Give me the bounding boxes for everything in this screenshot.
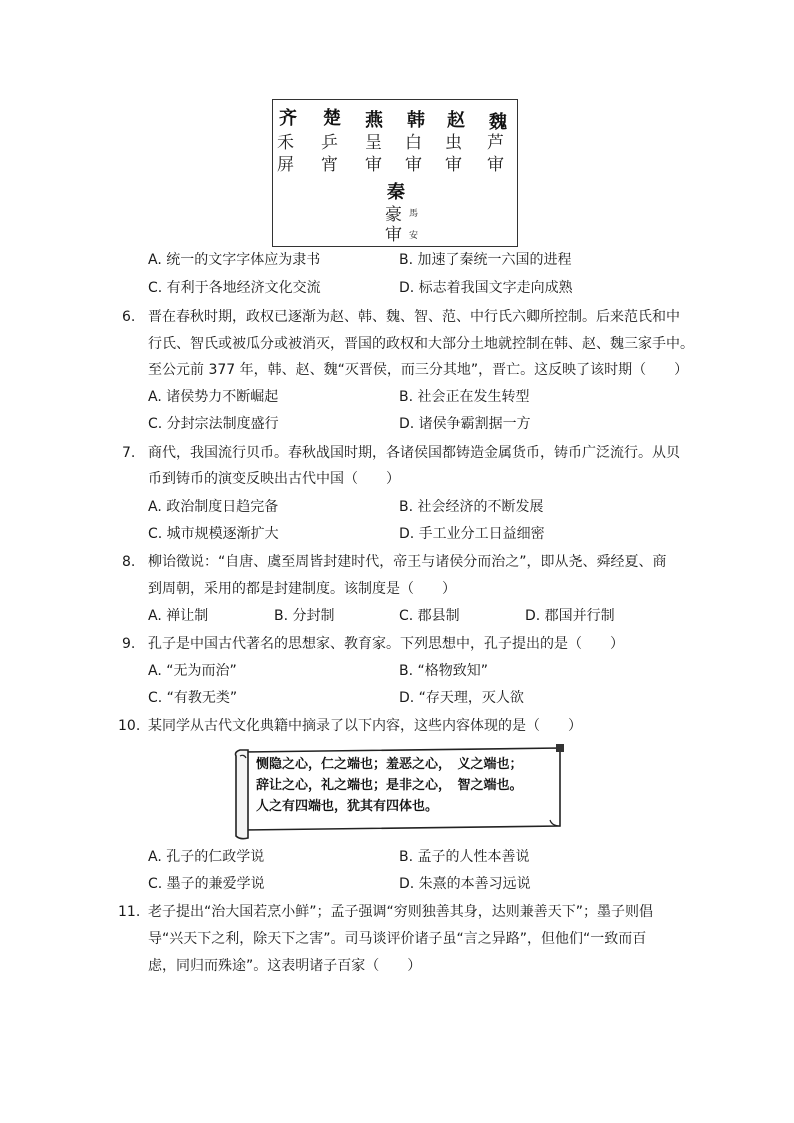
q10-stem-line: 某同学从古代文化典籍中摘录了以下内容，这些内容体现的是（ ） xyxy=(148,718,582,734)
q7-number: 7. xyxy=(122,445,136,461)
q8-option-d: D. 郡国并行制 xyxy=(525,608,615,624)
q11-stem-line: 老子提出“治大国若烹小鲜”；孟子强调“穷则独善其身，达则兼善天下”；墨子则倡 xyxy=(148,904,654,920)
script-comparison-figure xyxy=(272,99,518,247)
seal-glyph: 屏 xyxy=(277,155,294,175)
q11-number: 11. xyxy=(118,904,141,920)
q7-option-a: A. 政治制度日趋完备 xyxy=(148,499,279,515)
seal-glyph: 豪 xyxy=(385,205,402,225)
q6-stem-line: 晋在春秋时期，政权已逐渐为赵、韩、魏、智、范、中行氏六卿所控制。后来范氏和中 xyxy=(148,309,680,325)
q5-option-b: B. 加速了秦统一六国的进程 xyxy=(399,252,572,268)
q8-option-b: B. 分封制 xyxy=(274,608,335,624)
char-yan: 燕 xyxy=(365,110,383,131)
q6-option-b: B. 社会正在发生转型 xyxy=(399,389,530,405)
q10-option-c: C. 墨子的兼爱学说 xyxy=(148,876,265,892)
q6-number: 6. xyxy=(122,309,136,325)
q10-number: 10. xyxy=(118,718,141,734)
q6-stem-line: 行氏、智氏或被瓜分或被消灭，晋国的政权和大部分土地就控制在韩、赵、魏三家手中。 xyxy=(148,336,694,352)
q7-option-c: C. 城市规模逐渐扩大 xyxy=(148,526,279,542)
q5-option-a: A. 统一的文字字体应为隶书 xyxy=(148,252,321,268)
seal-glyph: 白 xyxy=(405,133,422,153)
seal-glyph: 芦 xyxy=(487,133,504,153)
q10-option-a: A. 孔子的仁政学说 xyxy=(148,849,265,865)
scroll-quote-figure xyxy=(230,742,568,842)
scroll-line: 恻隐之心，仁之端也；羞恶之心， 义之端也； xyxy=(256,757,523,772)
seal-glyph: 宵 xyxy=(321,155,338,175)
seal-glyph: 乒 xyxy=(321,133,338,153)
q10-option-d: D. 朱熹的本善习远说 xyxy=(399,876,531,892)
char-zhao: 赵 xyxy=(447,110,465,131)
q6-option-d: D. 诸侯争霸割据一方 xyxy=(399,416,531,432)
char-qi: 齐 xyxy=(279,108,297,129)
q7-stem-line: 币到铸币的演变反映出古代中国（ ） xyxy=(148,471,400,487)
q8-stem-line: 到周朝，采用的都是封建制度。该制度是（ ） xyxy=(148,581,456,597)
q8-number: 8. xyxy=(122,554,136,570)
q11-stem-line: 导“兴天下之利，除天下之害”。司马谈评价诸子虽“言之异路”，但他们“一致而百 xyxy=(148,931,647,947)
q7-option-b: B. 社会经济的不断发展 xyxy=(399,499,544,515)
seal-glyph: 审 xyxy=(487,155,504,175)
q11-stem-line: 虑，同归而殊途”。这表明诸子百家（ ） xyxy=(148,958,422,974)
scroll-line: 人之有四端也，犹其有四体也。 xyxy=(256,799,439,814)
q9-option-c: C. “有教无类” xyxy=(148,690,238,706)
small-label: 馬 xyxy=(409,209,419,219)
q5-option-c: C. 有利于各地经济文化交流 xyxy=(148,280,321,296)
q10-option-b: B. 孟子的人性本善说 xyxy=(399,849,530,865)
seal-glyph: 呈 xyxy=(365,133,382,153)
q8-stem-line: 柳诒徵说：“自唐、虞至周皆封建时代，帝王与诸侯分而治之”，即从尧、舜经夏、商 xyxy=(148,554,667,570)
q6-option-c: C. 分封宗法制度盛行 xyxy=(148,416,279,432)
q7-stem-line: 商代，我国流行贝币。春秋战国时期，各诸侯国都铸造金属货币，铸币广泛流行。从贝 xyxy=(148,445,680,461)
q8-option-a: A. 禅让制 xyxy=(148,608,209,624)
scroll-line: 辞让之心，礼之端也；是非之心， 智之端也。 xyxy=(256,778,523,793)
seal-glyph: 审 xyxy=(385,225,402,245)
seal-glyph: 审 xyxy=(365,155,382,175)
q5-option-d: D. 标志着我国文字走向成熟 xyxy=(399,280,573,296)
small-label: 安 xyxy=(409,231,419,241)
char-qin: 秦 xyxy=(387,182,405,203)
q9-number: 9. xyxy=(122,636,136,652)
seal-glyph: 禾 xyxy=(277,133,294,153)
char-han: 韩 xyxy=(407,110,425,131)
q9-option-d: D. “存天理，灭人欲 xyxy=(399,690,524,706)
q9-option-a: A. “无为而治” xyxy=(148,663,237,679)
seal-glyph: 审 xyxy=(445,155,462,175)
seal-glyph: 审 xyxy=(405,155,422,175)
q6-stem-line: 至公元前 377 年，韩、赵、魏“灭晋侯，而三分其地”，晋亡。这反映了该时期（ ） xyxy=(148,362,689,378)
q9-option-b: B. “格物致知” xyxy=(399,663,489,679)
seal-glyph: 虫 xyxy=(445,133,462,153)
q7-option-d: D. 手工业分工日益细密 xyxy=(399,526,545,542)
char-chu: 楚 xyxy=(323,108,341,129)
char-wei: 魏 xyxy=(489,112,507,133)
q6-option-a: A. 诸侯势力不断崛起 xyxy=(148,389,279,405)
q9-stem-line: 孔子是中国古代著名的思想家、教育家。下列思想中，孔子提出的是（ ） xyxy=(148,636,624,652)
q8-option-c: C. 郡县制 xyxy=(399,608,460,624)
